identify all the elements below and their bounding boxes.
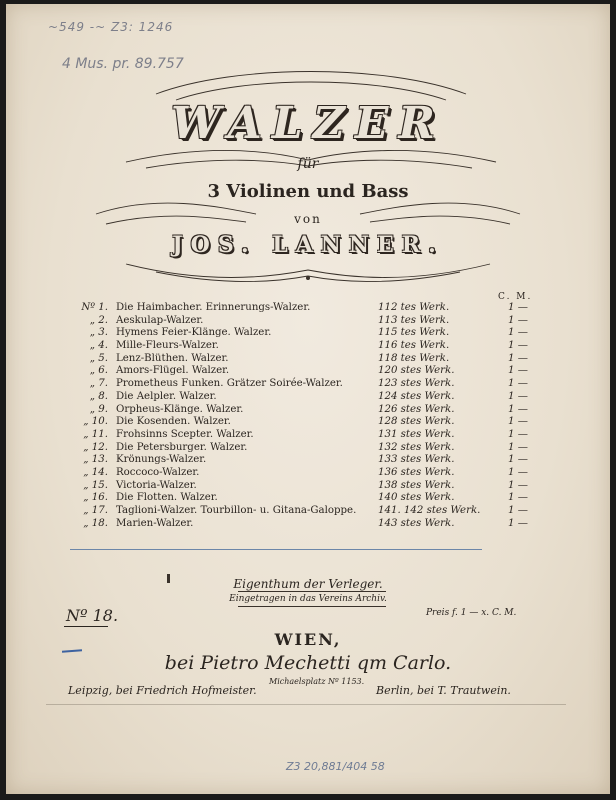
work-number: „ 7. xyxy=(89,378,108,390)
divider xyxy=(238,591,386,592)
work-number: „ 4. xyxy=(89,340,108,352)
for-label: für xyxy=(297,156,319,172)
work-row xyxy=(60,505,570,518)
berlin-agent: Berlin, bei T. Trautwein. xyxy=(376,684,511,697)
work-title: Die Haimbacher. Erinnerungs-Walzer. xyxy=(116,302,311,313)
by-label: von xyxy=(294,212,322,226)
work-row xyxy=(60,416,570,429)
work-row xyxy=(60,480,570,493)
work-title: Hymens Feier-Klänge. Walzer. xyxy=(116,327,272,339)
work-title: Prometheus Funken. Grätzer Soirée-Walzer. xyxy=(116,378,343,390)
work-price: 1 — xyxy=(508,352,528,364)
work-number: „ 8. xyxy=(89,390,108,402)
work-price: 1 — xyxy=(508,428,528,440)
work-price: 1 — xyxy=(508,327,528,339)
work-price: 1 — xyxy=(508,517,528,529)
work-number: „ 18. xyxy=(83,517,108,529)
work-price: 1 — xyxy=(508,454,528,466)
works-list xyxy=(60,302,570,530)
work-number: „ 15. xyxy=(83,479,108,491)
work-opus: 141. 142 stes Werk. xyxy=(378,505,481,516)
call-number-second: 4 Mus. pr. 89.757 xyxy=(62,56,184,72)
work-title: Die Kosenden. Walzer. xyxy=(116,416,231,428)
title-page xyxy=(6,4,610,794)
work-opus: 136 stes Werk. xyxy=(378,466,455,478)
price-label: Preis f. 1 — x. C. M. xyxy=(426,608,517,618)
work-number: Nº 1. xyxy=(81,302,108,313)
issue-number: Nº 18. xyxy=(66,606,119,625)
work-number: „ 16. xyxy=(83,492,108,504)
work-price: 1 — xyxy=(508,314,528,326)
work-price: 1 — xyxy=(508,505,528,516)
work-row xyxy=(60,454,570,467)
work-row xyxy=(60,378,570,391)
ownership-line: Eigenthum der Verleger. xyxy=(233,577,383,591)
work-title: Die Aelpler. Walzer. xyxy=(116,390,217,402)
work-price: 1 — xyxy=(508,466,528,478)
work-title: Lenz-Blüthen. Walzer. xyxy=(116,352,229,364)
work-title: Frohsinns Scepter. Walzer. xyxy=(116,428,254,440)
work-opus: 128 stes Werk. xyxy=(378,416,455,428)
work-opus: 115 tes Werk. xyxy=(378,327,450,339)
work-title: Aeskulap-Walzer. xyxy=(116,314,204,326)
work-row xyxy=(60,353,570,366)
publisher-name: bei Pietro Mechetti qm Carlo. xyxy=(164,652,452,674)
leipzig-agent: Leipzig, bei Friedrich Hofmeister. xyxy=(68,684,257,697)
work-title: Taglioni-Walzer. Tourbillon- u. Gitana-Galoppe. xyxy=(116,505,357,516)
work-row xyxy=(60,429,570,442)
work-row xyxy=(60,327,570,340)
work-row xyxy=(60,315,570,328)
ink-mark xyxy=(167,574,170,583)
call-number-top: ~549 -~ Z3: 1246 xyxy=(48,20,174,34)
work-price: 1 — xyxy=(508,340,528,352)
work-price: 1 — xyxy=(508,390,528,402)
work-row xyxy=(60,467,570,480)
work-number: „ 2. xyxy=(89,314,108,326)
work-opus: 126 stes Werk. xyxy=(378,403,455,415)
work-row xyxy=(60,492,570,505)
work-opus: 133 stes Werk. xyxy=(378,454,455,466)
composer-name: JOS. LANNER. xyxy=(172,232,444,258)
work-opus: 143 stes Werk. xyxy=(378,517,455,529)
work-title: Die Flotten. Walzer. xyxy=(116,492,218,504)
work-title: Die Petersburger. Walzer. xyxy=(116,441,248,453)
work-number: „ 10. xyxy=(83,416,108,428)
work-title: Roccoco-Walzer. xyxy=(116,466,200,478)
work-row xyxy=(60,302,570,315)
work-price: 1 — xyxy=(508,302,528,313)
work-number: „ 11. xyxy=(83,428,108,440)
work-title: Marien-Walzer. xyxy=(116,517,194,529)
work-opus: 116 tes Werk. xyxy=(378,340,450,352)
work-row xyxy=(60,518,570,531)
work-opus: 120 stes Werk. xyxy=(378,365,455,377)
work-price: 1 — xyxy=(508,416,528,428)
work-number: „ 6. xyxy=(89,365,108,377)
publisher-address: Michaelsplatz Nº 1153. xyxy=(269,677,365,686)
work-title: Orpheus-Klänge. Walzer. xyxy=(116,403,244,415)
pencil-underline xyxy=(70,549,482,550)
publisher-city: WIEN, xyxy=(274,630,342,649)
work-price: 1 — xyxy=(508,403,528,415)
work-opus: 132 stes Werk. xyxy=(378,441,455,453)
divider xyxy=(238,606,386,607)
work-row xyxy=(60,365,570,378)
work-opus: 140 stes Werk. xyxy=(378,492,455,504)
work-number: „ 9. xyxy=(89,403,108,415)
price-column-header: C. M. xyxy=(498,292,533,302)
work-number: „ 5. xyxy=(89,352,108,364)
work-opus: 118 tes Werk. xyxy=(378,352,450,364)
work-number: „ 14. xyxy=(83,466,108,478)
registration-line: Eingetragen in das Vereins Archiv. xyxy=(229,594,387,604)
work-opus: 138 stes Werk. xyxy=(378,479,455,491)
work-price: 1 — xyxy=(508,441,528,453)
work-number: „ 3. xyxy=(89,327,108,339)
work-row xyxy=(60,340,570,353)
work-opus: 123 stes Werk. xyxy=(378,378,455,390)
work-opus: 131 stes Werk. xyxy=(378,428,455,440)
work-title: Krönungs-Walzer. xyxy=(116,454,207,466)
work-row xyxy=(60,404,570,417)
work-price: 1 — xyxy=(508,492,528,504)
work-price: 1 — xyxy=(508,479,528,491)
library-stamp: Z3 20,881/404 58 xyxy=(286,760,385,773)
work-opus: 112 tes Werk. xyxy=(378,302,450,313)
work-row xyxy=(60,442,570,455)
work-number: „ 17. xyxy=(83,505,108,516)
work-price: 1 — xyxy=(508,378,528,390)
plate-border xyxy=(46,704,566,705)
work-row xyxy=(60,391,570,404)
title-block xyxy=(6,64,610,284)
work-title: Victoria-Walzer. xyxy=(116,479,197,491)
divider xyxy=(64,626,108,627)
work-opus: 113 tes Werk. xyxy=(378,314,450,326)
work-number: „ 12. xyxy=(83,441,108,453)
instrumentation: 3 Violinen und Bass xyxy=(207,181,409,202)
work-opus: 124 stes Werk. xyxy=(378,390,455,402)
work-title: Amors-Flügel. Walzer. xyxy=(116,365,230,377)
work-number: „ 13. xyxy=(83,454,108,466)
main-title: WALZER xyxy=(171,98,445,149)
work-title: Mille-Fleurs-Walzer. xyxy=(116,340,219,352)
work-price: 1 — xyxy=(508,365,528,377)
